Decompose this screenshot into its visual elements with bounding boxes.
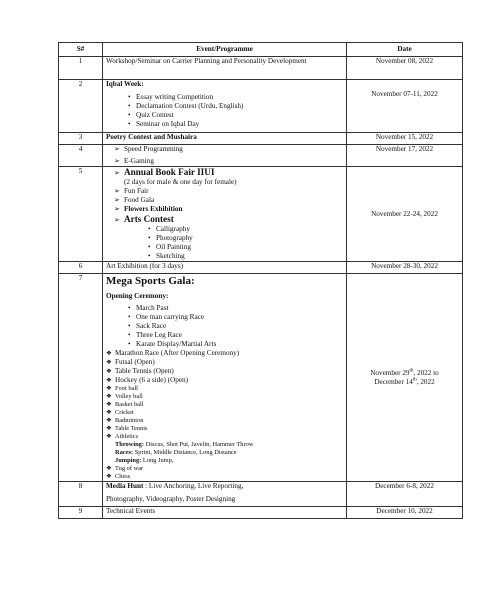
athletics-jumping: Jumping: Long Jump, xyxy=(115,457,174,464)
table-row xyxy=(59,133,463,145)
list-item: • Declamation Contest (Urdu, English) xyxy=(128,102,343,111)
diamond-bullet-icon: ❖ xyxy=(106,393,112,400)
event-note: (2 days for male & one day for female) xyxy=(124,178,237,186)
event-title: Poetry Contest and Mushaira xyxy=(103,133,347,145)
event-title: Iqbal Week: xyxy=(106,80,144,88)
list-item: ➢ Fun Fair xyxy=(114,187,149,195)
list-item: ➢ Food Gala xyxy=(114,196,155,204)
list-item: ❖ Tug of war xyxy=(106,465,144,472)
diamond-bullet-icon: ❖ xyxy=(106,417,112,424)
table-header-row xyxy=(59,43,463,57)
diamond-bullet-icon: ❖ xyxy=(106,368,112,375)
diamond-bullet-icon: ❖ xyxy=(106,350,112,357)
event-text: Art Exhibition (for 3 days) xyxy=(103,262,347,274)
event-title: Mega Sports Gala: xyxy=(106,275,195,287)
list-item: ➢ E-Gaming xyxy=(114,157,154,165)
list-item: ❖ Foot ball xyxy=(106,385,138,392)
diamond-bullet-icon: ❖ xyxy=(106,425,112,432)
row-sn: 9 xyxy=(59,507,103,519)
table-row xyxy=(59,167,463,262)
event-list xyxy=(106,93,343,129)
list-item: ❖ Futsal (Open) xyxy=(106,358,155,366)
list-item: ❖ Table Tennis (Open) xyxy=(106,367,174,375)
table-row xyxy=(59,274,463,482)
event-list xyxy=(106,225,343,261)
list-item: ➢ Flowers Exhibition xyxy=(114,205,183,213)
diamond-bullet-icon: ❖ xyxy=(106,433,112,440)
row-date xyxy=(347,274,463,482)
table-row xyxy=(59,482,463,507)
row-date: December 10, 2022 xyxy=(347,507,463,519)
list-item: ❖ Table Tennis xyxy=(106,425,148,432)
table-row xyxy=(59,57,463,80)
event-text: Workshop/Seminar on Carrier Planning and Personality Development xyxy=(106,57,307,65)
row-sn: 6 xyxy=(59,262,103,274)
list-item: ❖ Athletics xyxy=(106,433,139,440)
list-item: • Seminar on Iqbal Day xyxy=(128,120,343,129)
diamond-bullet-icon: ❖ xyxy=(106,377,112,384)
row-date: December 6-8, 2022 xyxy=(347,482,463,507)
arrow-icon: ➢ xyxy=(114,145,120,153)
diamond-bullet-icon: ❖ xyxy=(106,359,112,366)
list-item: • Three Leg Race xyxy=(128,331,343,340)
row-sn: 2 xyxy=(59,80,103,133)
diamond-bullet-icon: ❖ xyxy=(106,409,112,416)
list-item: • Calligraphy xyxy=(148,225,343,234)
list-item: • Quiz Contest xyxy=(128,111,343,120)
header-date: Date xyxy=(347,43,463,57)
arrow-icon: ➢ xyxy=(114,169,120,177)
row-date: November 28-30, 2022 xyxy=(347,262,463,274)
date-start: November 29th, 2022 to xyxy=(370,368,439,377)
list-item: ❖ Marathon Race (After Opening Ceremony) xyxy=(106,349,240,357)
diamond-bullet-icon: ❖ xyxy=(106,473,112,480)
table-row xyxy=(59,507,463,519)
ceremony-title: Opening Ceremony: xyxy=(106,292,169,300)
table-row xyxy=(59,145,463,167)
row-sn: 8 xyxy=(59,482,103,507)
list-item: • Oil Painting xyxy=(148,243,343,252)
list-item: • Sketching xyxy=(148,252,343,261)
event-text: Technical Events xyxy=(103,507,347,519)
row-sn: 1 xyxy=(59,57,103,80)
list-item: ❖ Hockey (6 a side) (Open) xyxy=(106,376,189,384)
row-date: November 15, 2022 xyxy=(347,133,463,145)
list-item: ❖ Chess xyxy=(106,473,131,480)
list-item: • Essay writing Competition xyxy=(128,93,343,102)
row-date: November 07-11, 2022 xyxy=(347,80,463,133)
list-item: • Photography xyxy=(148,234,343,243)
list-item: • March Past xyxy=(128,304,343,313)
row-sn: 3 xyxy=(59,133,103,145)
arrow-icon: ➢ xyxy=(114,216,120,224)
row-sn: 7 xyxy=(59,274,103,482)
list-item: ❖ Volley ball xyxy=(106,393,143,400)
list-item: ❖ Cricket xyxy=(106,409,134,416)
row-sn: 4 xyxy=(59,145,103,167)
athletics-races: Races: Sprint, Middle Distance, Long Distance xyxy=(115,449,237,456)
arrow-icon: ➢ xyxy=(114,187,120,195)
event-list xyxy=(106,304,343,349)
row-date: November 17, 2022 xyxy=(347,145,463,167)
list-item: ❖ Basket ball xyxy=(106,401,144,408)
row-date: November 22-24, 2022 xyxy=(347,167,463,262)
event-text: Media Hunt : Live Anchoring, Live Reporting, xyxy=(106,482,244,490)
event-schedule-table xyxy=(58,42,463,519)
arrow-icon: ➢ xyxy=(114,157,120,165)
list-item: ➢ Annual Book Fair IIUI xyxy=(114,167,215,177)
row-event xyxy=(103,167,347,262)
event-text: Photography, Videography, Poster Designing xyxy=(106,495,236,503)
row-date: November 08, 2022 xyxy=(347,57,463,80)
header-event: Event/Programme xyxy=(103,43,347,57)
diamond-bullet-icon: ❖ xyxy=(106,401,112,408)
list-item: • Sack Race xyxy=(128,322,343,331)
arrow-icon: ➢ xyxy=(114,196,120,204)
list-item: • Karate Display/Martial Arts xyxy=(128,340,343,349)
table-row xyxy=(59,80,463,133)
row-event xyxy=(103,274,347,482)
date-end: December 14th, 2022 xyxy=(374,377,435,386)
row-event xyxy=(103,57,347,80)
diamond-bullet-icon: ❖ xyxy=(106,385,112,392)
row-sn: 5 xyxy=(59,167,103,262)
list-item: ➢ Arts Contest xyxy=(114,214,174,224)
table-row xyxy=(59,262,463,274)
row-event xyxy=(103,80,347,133)
list-item: ➢ Speed Programming xyxy=(114,145,183,153)
arrow-icon: ➢ xyxy=(114,205,120,213)
list-item: • One man carrying Race xyxy=(128,313,343,322)
diamond-bullet-icon: ❖ xyxy=(106,465,112,472)
list-item: ❖ Badminton xyxy=(106,417,144,424)
row-event xyxy=(103,145,347,167)
athletics-throwing: Throwing: Discus, Shot Put, Javelin, Hammer Throw xyxy=(115,441,254,448)
header-sn: S# xyxy=(59,43,103,57)
row-event xyxy=(103,482,347,507)
